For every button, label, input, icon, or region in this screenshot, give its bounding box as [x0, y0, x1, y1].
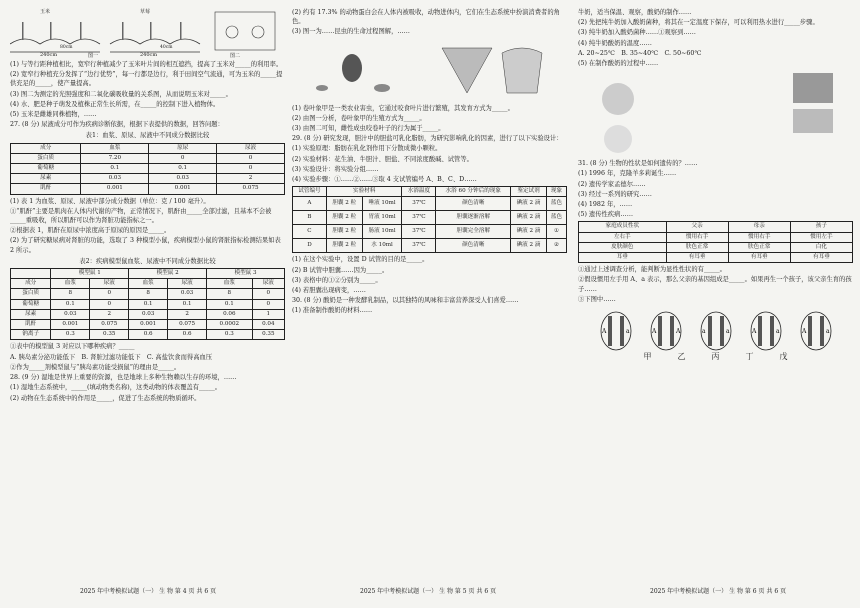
table-cell: 0.1: [129, 299, 168, 309]
q29-line: (3) 实验设计：将实验分组……: [292, 165, 379, 173]
q31-line: 31. (8 分) 生物的性状是如何遗传的？……: [578, 160, 698, 168]
table-3: 试管编号 实验材料 水浴温度 水浴 60 分钟后的现象 鉴定试剂 现象 A 胆囊 2 粒 唾液 10ml 37℃ 颜色清晰 碘液 2 滴 蓝色 B 胆囊 2 粒 胃液 10ml 37℃ 胆囊逐渐溶解 碘液 2 滴 蓝色 C 胆囊 2 粒 肠液 10ml 37℃ 胆囊完全溶解 碘液 2 滴 ① D 胆囊 2 粒 水 10ml 37℃ 颜色清晰 碘液 2 滴 ②: [292, 186, 567, 253]
table2-title: 表2：疾病模型鼠血浆、尿液中不同成分数据比较: [79, 257, 216, 265]
q29-line: (1) 实验原理：脂肪在乳化剂作用下分散成微小颗粒。: [292, 145, 442, 153]
q31-line: (4) 1982 年，……: [578, 201, 633, 209]
fig-label-corn: 玉米: [40, 9, 51, 15]
table-cell: 0: [252, 299, 284, 309]
table-cell: 碘液 2 滴: [511, 211, 547, 225]
table-cell: 0.35: [252, 330, 284, 340]
table-cell: ②: [546, 239, 566, 253]
table-cell: 颜色清晰: [436, 197, 511, 211]
table-cell: 惯用右手: [728, 232, 790, 242]
allele-label: a: [825, 328, 830, 336]
column-3: [578, 8, 853, 361]
table-2: 模型鼠 1 模型鼠 2 模型鼠 3 成分 血浆 尿液 血浆 尿液 血浆 尿液 蛋白质 8 0 8 0.03 8 0 葡萄糖 0.1 0 0.1 0.1 0.1 0 尿素 0.03 2 0.03 2 0.06 1 肌酐 0.001 0.075 0.001 0.075 0.0002 0.04 钠离子 0.3 0.35 0.6 0.6 0.3 0.35: [10, 268, 285, 340]
table-row: [293, 197, 567, 211]
table-cell: 1: [252, 309, 284, 319]
table-cell: 惯用右手: [666, 232, 728, 242]
table-cell: 胆囊 2 粒: [326, 239, 362, 253]
chromosome-labels: [578, 352, 853, 361]
chromosome-pair: [799, 310, 833, 352]
q30-line: (3) 纯牛奶加入酸奶菌种……①观察到……: [578, 29, 696, 37]
q27-line: (2) 为了研究糖尿病对肾脏的功能，选取了 3 种模型小鼠，疾病模型小鼠的肾脏指标检测结果如表 2 所示。: [10, 237, 281, 254]
q27-line: ①“肌酐”主要是肌肉在人体内代谢的产物，正常情况下，肌酐由_____全部过滤，且基本不会被_____重吸收，所以肌酐可以作为肾脏功能指标之一。: [10, 207, 272, 225]
table-cell: 耳垂: [579, 253, 667, 263]
q31-line: ③下图中……: [578, 295, 616, 303]
insect-figure: [292, 38, 567, 104]
table-cell: 胃液 10ml: [362, 211, 402, 225]
page-footer: 2025 年中考模拟试题（一） 生 物 第 4 页 共 6 页: [80, 588, 217, 595]
q29-line: (4) 实验步骤：①……②……③取 4 支试管编号 A、B、C、D……: [292, 176, 477, 184]
page-footer: 2025 年中考模拟试题（一） 生 物 第 5 页 共 6 页: [360, 588, 497, 595]
q30-line: 30. (8 分) 酸奶是一种发酵乳制品，以其独特的风味和丰富营养深受人们喜爱……: [292, 297, 519, 305]
table-cell: 37℃: [402, 225, 436, 239]
fig-measure-1: 240cm: [40, 52, 58, 58]
table-cell: 蓝色: [546, 211, 566, 225]
fig-label-1: 图一: [88, 53, 99, 59]
table-row: 蛋白质 7.20 0 0: [11, 153, 285, 163]
table-cell: 碘液 2 滴: [511, 239, 547, 253]
q30-line: (1) 在这个实验中，设置 D 试管的目的是_____。: [292, 256, 429, 264]
q30-line: (5) 在制作酸奶的过程中……: [578, 60, 659, 68]
table-cell: 0: [90, 289, 129, 299]
allele-label: a: [701, 328, 706, 336]
q30-line: (4) 若胆囊出现病变，……: [292, 287, 366, 295]
chromosome-label: 丁: [745, 352, 754, 362]
table-1: 成分 血浆 原尿 尿液 蛋白质 7.20 0 0 葡萄糖 0.1 0.1 0 尿素 0.03 0.03 2 肌酐 0.001 0.001 0.075: [10, 143, 285, 195]
q26-line: (5) 玉米是雌雄同株植物，……: [10, 111, 97, 119]
q30-line: A. 20~25℃ B. 35~40℃ C. 50~60℃: [578, 49, 702, 57]
allele-label: A: [601, 328, 606, 336]
q28-line: A. 胰岛素分泌功能低下 B. 肾脏过滤功能低下 C. 高盐饮食而得高血压: [10, 353, 213, 361]
table-cell: 左右手: [579, 232, 667, 242]
table-cell: 2: [90, 309, 129, 319]
table-cell: 37℃: [402, 211, 436, 225]
q30-line: (1) 准备制作酸奶的材料……: [292, 307, 373, 315]
table-cell: 水 10ml: [362, 239, 402, 253]
table1-title: 表1：血浆、原尿、尿液中不同成分数据比较: [85, 132, 210, 140]
table-cell: 白化: [790, 242, 852, 252]
q31-line: ②假设惯用左手用 A、a 表示，那么父亲的基因组成是_____。如果再生一个孩子，该父亲生育的孩子……: [578, 276, 852, 293]
table-cell: 胆囊 2 粒: [326, 225, 362, 239]
q29-line: (1) 卷叶象甲是一类农业害虫，它通过咬食叶片进行繁殖，其发育方式为_____。: [292, 104, 514, 112]
table-row: [11, 309, 285, 319]
q26-line: (3) 图二为测定的光照强度和二氧化碳吸收量的关系图，从而说明玉米对_____。: [10, 90, 232, 98]
fig-label-2: 图二: [230, 53, 241, 59]
table-row: [579, 232, 853, 242]
table-cell: 颜色清晰: [436, 239, 511, 253]
q30-line: (3) 表格中的①②分别为_____。: [292, 276, 382, 284]
table-row: 葡萄糖 0.1 0.1 0: [11, 164, 285, 174]
chromosome-label: 甲: [643, 352, 652, 362]
table-cell: 葡萄糖: [11, 299, 51, 309]
q29-line: (2) 由图一分析，卷叶象甲的生殖方式为_____。: [292, 114, 426, 122]
table-cell: B: [293, 211, 327, 225]
table-cell: 0.35: [90, 330, 129, 340]
table-cell: 8: [51, 289, 90, 299]
q29-line: (3) 图一为……昆虫的生命过程图解，……: [292, 28, 410, 36]
q26-line: (4) 水、肥是种子萌发及植株正常生长所需，在_____的控制下进入植物体。: [10, 100, 220, 108]
table-cell: 0.0002: [207, 320, 253, 330]
allele-label: a: [725, 328, 730, 336]
table-cell: 0.001: [129, 320, 168, 330]
table-cell: 有耳垂: [728, 253, 790, 263]
table-cell: D: [293, 239, 327, 253]
table-cell: 惯用左手: [790, 232, 852, 242]
table-cell: 8: [207, 289, 253, 299]
table-cell: 碘液 2 滴: [511, 225, 547, 239]
column-2: [292, 8, 567, 317]
table-cell: 尿素: [11, 309, 51, 319]
table-cell: 皮肤颜色: [579, 242, 667, 252]
q28-line: ①表中的模型鼠 3 对应以下哪种疾病？_____: [10, 343, 135, 351]
table-cell: 0.6: [129, 330, 168, 340]
q30-line: (2) 先把纯牛奶加入酸奶菌种，将其在一定温度下保存，可以利用热水进行_____步骤。: [578, 19, 819, 27]
table-cell: 0.3: [207, 330, 253, 340]
fig-measure-3: 80cm: [60, 45, 73, 50]
table-cell: 0: [252, 289, 284, 299]
table-cell: 0.03: [168, 289, 207, 299]
allele-label: a: [625, 328, 630, 336]
table-cell: 有耳垂: [666, 253, 728, 263]
table-row: 尿素 0.03 0.03 2: [11, 174, 285, 184]
allele-label: a: [775, 328, 780, 336]
table-row: [11, 299, 285, 309]
table-cell: 37℃: [402, 239, 436, 253]
table-row: [579, 253, 853, 263]
table-cell: 0.06: [207, 309, 253, 319]
chromosome-figure: [578, 310, 853, 352]
table-row: [293, 211, 567, 225]
chromosome-pair: [749, 310, 783, 352]
table-cell: 0.6: [168, 330, 207, 340]
q28-line: ②作为_____剂模型鼠与“胰岛素功能受损鼠”的理由是_____。: [10, 363, 181, 371]
page-footer: 2025 年中考模拟试题（一） 生 物 第 6 页 共 6 页: [650, 588, 787, 595]
q31-line: (2) 遗传学家孟德尔……: [578, 180, 646, 188]
q29-line: (2) 实验材料：花生油、牛胆汁、胆盐、不同浓度酸碱、试管等。: [292, 155, 473, 163]
table-row: [11, 330, 285, 340]
q31-line: (3) 经过一系列的研究……: [578, 190, 652, 198]
table-row: [579, 242, 853, 252]
q31-line: ①通过上述调查分析，能判断为显性性状的有_____。: [578, 266, 726, 274]
table-cell: 肌酐: [11, 320, 51, 330]
table-cell: 蛋白质: [11, 289, 51, 299]
allele-label: A: [675, 328, 680, 336]
fig-measure-4: 40cm: [160, 45, 173, 50]
table-cell: C: [293, 225, 327, 239]
chromosome-pair: [599, 310, 633, 352]
table-cell: 0.03: [51, 309, 90, 319]
column-1: [10, 60, 285, 404]
table-cell: 有耳垂: [790, 253, 852, 263]
q28-line: 28. (9 分) 湿地是世界上重要的资源，也是地球上多种生物赖以生存的环境，……: [10, 374, 237, 382]
table-cell: 肤色正常: [728, 242, 790, 252]
table-cell: 8: [129, 289, 168, 299]
table-cell: 0.04: [252, 320, 284, 330]
table-cell: 0.03: [129, 309, 168, 319]
chromosome-pair: [649, 310, 683, 352]
q27-line: (1) 表 1 为血浆、原尿、尿液中部分成分数据（单位：克 / 100 毫升）。: [10, 197, 210, 205]
table-cell: 胆囊完全溶解: [436, 225, 511, 239]
q26-line: (1) 与等行距种植相比，宽窄行种植减少了玉米叶片间的相互遮挡，提高了玉米对_____的利用率。: [10, 61, 283, 68]
q29-line: (2) 约有 17.3% 的动物蛋白会在人体内被吸收，动物进体内，它们在生态系统中扮演消费者的角色。: [292, 9, 560, 26]
allele-label: A: [651, 328, 656, 336]
table-cell: 0.1: [207, 299, 253, 309]
fig-measure-2: 240cm: [140, 52, 158, 58]
allele-label: A: [801, 328, 806, 336]
chromosome-label: 丙: [711, 352, 720, 362]
table-row: [11, 320, 285, 330]
table-cell: 胆囊 2 粒: [326, 211, 362, 225]
table-cell: 0.1: [51, 299, 90, 309]
table-cell: 0.075: [168, 320, 207, 330]
q30-line: (4) 纯牛奶酸奶的温度……: [578, 39, 652, 47]
table-cell: 0.075: [90, 320, 129, 330]
table-cell: 0.001: [51, 320, 90, 330]
table-row: 肌酐 0.001 0.001 0.075: [11, 184, 285, 194]
table-cell: 胆囊 2 粒: [326, 197, 362, 211]
q26-line: (2) 宽窄行种植充分发挥了“边行优势”，每一行都是边行，利于田间空气流通，可为玉米的_____提供充足的_____，使产量提高。: [10, 71, 283, 88]
q31-line: (5) 遗传性疾病……: [578, 211, 633, 219]
table-cell: 唾液 10ml: [362, 197, 402, 211]
table-cell: 0.3: [51, 330, 90, 340]
table-cell: 肠液 10ml: [362, 225, 402, 239]
table-cell: 2: [168, 309, 207, 319]
table-cell: 37℃: [402, 197, 436, 211]
table-row: [293, 225, 567, 239]
chromosome-pair: [699, 310, 733, 352]
table-row: [11, 289, 285, 299]
table-cell: 0.1: [168, 299, 207, 309]
q31-line: (1) 1996 年，克隆羊多莉诞生……: [578, 170, 677, 178]
q27-title: 27. (8 分) 尿液成分可作为疾病诊断依据，根据下表提供的数据，回答问题：: [10, 121, 224, 129]
chromosome-label: 戊: [779, 352, 788, 362]
allele-label: A: [751, 328, 756, 336]
q28-line: (2) 动物在生态系统中的作用是_____，促进了生态系统的物质循环。: [10, 394, 201, 402]
table-cell: 0: [90, 299, 129, 309]
table-cell: 肤色正常: [666, 242, 728, 252]
table-cell: 碘液 2 滴: [511, 197, 547, 211]
q28-line: (1) 湿地生态系统中，_____(填动物类名称)，这类动物的体表覆盖有_____。: [10, 384, 222, 392]
chromosome-label: 乙: [677, 352, 686, 362]
q30-line: 牛奶，适当保温、观察，酸奶的制作……: [578, 9, 692, 16]
table-row: [293, 239, 567, 253]
yogurt-figures: [578, 69, 853, 159]
figure-1: [10, 8, 280, 58]
table-cell: 钠离子: [11, 330, 51, 340]
q29-line: (3) 由图二可知，雌性成虫咬卷叶子的行为属于_____。: [292, 125, 445, 133]
table-cell: 蓝色: [546, 197, 566, 211]
q29-line: 29. (8 分) 研究发现，胆汁中的胆盐可乳化脂肪，为研究影响乳化的因素，进行了以下实验设计：: [292, 135, 563, 143]
table-cell: ①: [546, 225, 566, 239]
fig-label-strawberry: 草莓: [140, 9, 151, 15]
table-cell: A: [293, 197, 327, 211]
q27-line: ②根据表 1，肌酐在原尿中浓度高于原尿的原因是_____。: [10, 227, 171, 235]
table-4: 家庭成员性状 父亲 母亲 孩子 左右手 惯用右手 惯用右手 惯用左手 皮肤颜色 肤色正常 肤色正常 白化 耳垂 有耳垂 有耳垂 有耳垂: [578, 221, 853, 263]
table-cell: 胆囊逐渐溶解: [436, 211, 511, 225]
q30-line: (2) B 试管中胆囊……因为_____。: [292, 266, 389, 274]
